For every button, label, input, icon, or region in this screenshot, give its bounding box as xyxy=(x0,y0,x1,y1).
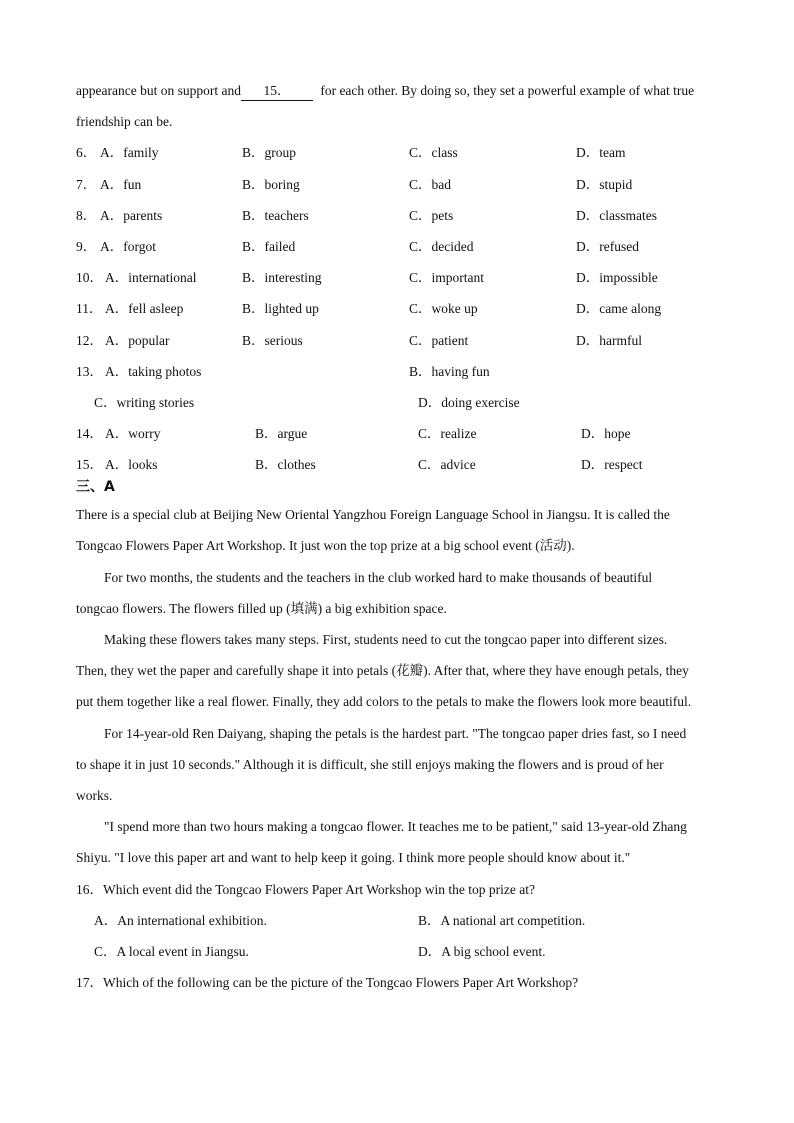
option-c: C．class xyxy=(409,145,458,161)
passage-text: works. xyxy=(76,787,113,803)
option-c: C．realize xyxy=(418,426,477,442)
question-number: 6． xyxy=(76,145,97,161)
question-row xyxy=(76,172,744,203)
passage-text: "I spend more than two hours making a tongcao flower. It teaches me to be patient," said 13-year-old Zhang xyxy=(104,819,687,835)
option-d: D．hope xyxy=(581,426,631,442)
passage-line xyxy=(76,596,744,627)
option-c: C．patient xyxy=(409,332,469,348)
option-d: D．harmful xyxy=(576,332,642,348)
passage-line xyxy=(76,627,744,658)
option-c: C．woke up xyxy=(409,301,478,317)
question-number: 15． xyxy=(76,457,103,473)
option-d: D．A big school event. xyxy=(418,943,546,959)
option-b: B．boring xyxy=(242,176,300,192)
option-a: A．international xyxy=(105,270,197,286)
passage-text: tongcao flowers. The flowers filled up (填满) a big exhibition space. xyxy=(76,600,447,616)
passage-line xyxy=(76,533,744,564)
option-a: A．looks xyxy=(105,457,158,473)
option-a: A．An international exhibition. xyxy=(94,912,267,928)
question-row-13a xyxy=(76,359,744,390)
question-row xyxy=(76,296,744,327)
passage-text: For two months, the students and the teachers in the club worked hard to make thousands of beautiful xyxy=(104,569,653,585)
passage-text: put them together like a real flower. Finally, they add colors to the petals to make the flowers look more beautiful. xyxy=(76,694,692,710)
passage-line xyxy=(76,783,744,814)
option-d: D．team xyxy=(576,145,626,161)
option-d: D．doing exercise xyxy=(418,394,520,410)
passage-line xyxy=(76,752,744,783)
passage-line xyxy=(76,814,744,845)
question-text: 16．Which event did the Tongcao Flowers Paper Art Workshop win the top prize at? xyxy=(76,881,535,897)
question-16 xyxy=(76,877,744,908)
passage-text: Making these flowers takes many steps. First, students need to cut the tongcao paper into different sizes. xyxy=(104,632,668,647)
option-c: C．important xyxy=(409,270,484,286)
option-d: D．impossible xyxy=(576,270,658,286)
question-row xyxy=(76,203,744,234)
option-c: C．bad xyxy=(409,176,451,192)
question-number: 7． xyxy=(76,176,97,192)
option-b: B．A national art competition. xyxy=(418,912,586,928)
question-number: 12． xyxy=(76,332,103,348)
passage-text: There is a special club at Beijing New Oriental Yangzhou Foreign Language School in Jiangsu. It is called the xyxy=(76,507,670,523)
question-number: 13． xyxy=(76,363,103,379)
question-16-options-row1 xyxy=(76,908,744,939)
option-a: A．popular xyxy=(105,332,170,348)
intro-line-2 xyxy=(76,109,744,140)
exam-page xyxy=(76,78,744,1001)
option-b: B．interesting xyxy=(242,270,322,286)
passage-text: to shape it in just 10 seconds." Although it is difficult, she still enjoys making the flowers and is proud of her xyxy=(76,756,664,772)
passage-line xyxy=(76,845,744,876)
question-row-15 xyxy=(76,452,744,474)
question-number: 10． xyxy=(76,270,103,286)
option-c: C．advice xyxy=(418,457,476,473)
question-row xyxy=(76,328,744,359)
question-row xyxy=(76,140,744,171)
option-a: A．worry xyxy=(105,426,161,442)
passage-line xyxy=(76,658,744,689)
option-a: A．parents xyxy=(100,207,163,223)
option-c: C．A local event in Jiangsu. xyxy=(94,943,249,959)
option-a: A．fell asleep xyxy=(105,301,184,317)
question-row xyxy=(76,234,744,265)
passage-line xyxy=(76,565,744,596)
passage-line xyxy=(76,721,744,752)
option-a: A．family xyxy=(100,145,159,161)
section-heading-text: 三、A xyxy=(76,479,115,496)
intro-text-before: appearance but on support and xyxy=(76,83,241,98)
option-d: D．refused xyxy=(576,238,639,254)
option-c: C．writing stories xyxy=(94,394,195,410)
passage-text: Shiyu. "I love this paper art and want to help keep it going. I think more people should know about it." xyxy=(76,850,631,866)
passage-line xyxy=(76,689,744,720)
option-b: B．group xyxy=(242,145,296,161)
option-c: C．decided xyxy=(409,238,474,254)
option-b: B．argue xyxy=(255,426,308,442)
question-16-options-row2 xyxy=(76,939,744,970)
question-number: 14． xyxy=(76,426,103,442)
question-row-14 xyxy=(76,421,744,452)
option-b: B．clothes xyxy=(255,457,316,473)
option-d: D．classmates xyxy=(576,207,657,223)
option-a: A．forgot xyxy=(100,238,156,254)
option-a: A．taking photos xyxy=(105,363,202,379)
passage-line xyxy=(76,502,744,533)
option-d: D．came along xyxy=(576,301,662,317)
question-row-13b xyxy=(76,390,744,421)
section-heading xyxy=(76,474,744,502)
question-number: 8． xyxy=(76,207,97,223)
question-17 xyxy=(76,970,744,1001)
intro-text-after: for each other. By doing so, they set a powerful example of what true xyxy=(316,83,695,98)
question-text: 17．Which of the following can be the picture of the Tongcao Flowers Paper Art Workshop? xyxy=(76,975,579,991)
option-c: C．pets xyxy=(409,207,454,223)
passage-text: Then, they wet the paper and carefully shape it into petals (花瓣). After that, where they have enough petals, they xyxy=(76,663,689,679)
intro-line-1 xyxy=(76,78,744,109)
option-a: A．fun xyxy=(100,176,142,192)
answer-blank-15: 15． xyxy=(241,82,313,101)
question-number: 11． xyxy=(76,301,103,317)
option-b: B．failed xyxy=(242,238,296,254)
passage-text: For 14-year-old Ren Daiyang, shaping the petals is the hardest part. "The tongcao paper dries fast, so I need xyxy=(104,725,687,741)
question-number: 9． xyxy=(76,238,97,254)
passage-text: Tongcao Flowers Paper Art Workshop. It just won the top prize at a big school event (活动). xyxy=(76,538,575,554)
option-b: B．serious xyxy=(242,332,303,348)
option-d: D．respect xyxy=(581,457,643,473)
question-row xyxy=(76,265,744,296)
intro-text-line2: friendship can be. xyxy=(76,114,173,130)
option-b: B．teachers xyxy=(242,207,309,223)
option-b: B．lighted up xyxy=(242,301,319,317)
option-b: B．having fun xyxy=(409,363,490,379)
option-d: D．stupid xyxy=(576,176,633,192)
